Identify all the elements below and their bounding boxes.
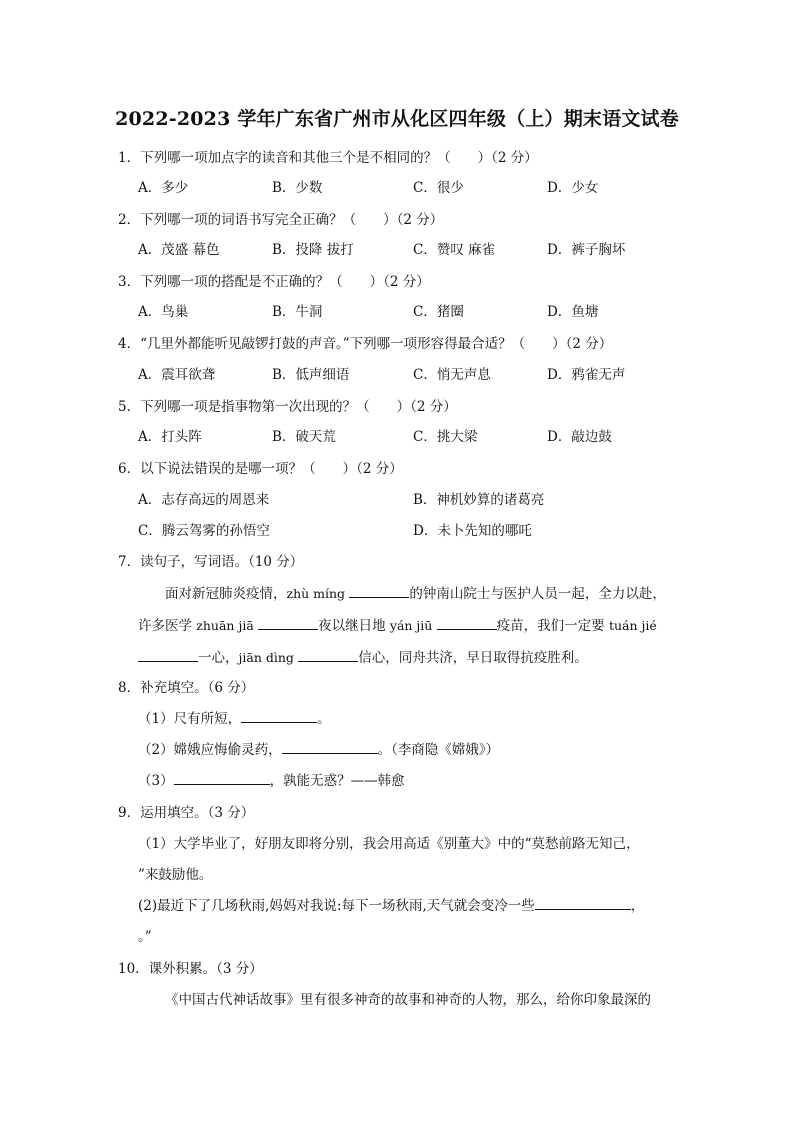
option-a: A．志存高远的周恩来 bbox=[138, 492, 270, 508]
question-8-item-3 bbox=[138, 769, 405, 789]
option-c: C．猪圈 bbox=[413, 304, 464, 320]
answer-blank[interactable] bbox=[437, 615, 497, 630]
question-5-options bbox=[138, 425, 678, 445]
question-8-item-2 bbox=[138, 738, 499, 758]
item-text: ， bbox=[630, 898, 645, 914]
answer-blank[interactable] bbox=[241, 708, 317, 723]
question-5-stem: 5．下列哪一项是指事物第一次出现的？（ ）（2 分） bbox=[118, 399, 457, 415]
question-1-stem: 1．下列哪一项加点字的读音和其他三个是不相同的？（ ）（2 分） bbox=[118, 150, 538, 166]
option-a: A．茂盛 幕色 bbox=[138, 242, 220, 258]
question-2-stem: 2．下列哪一项的词语书写完全正确？（ ）（2 分） bbox=[118, 212, 444, 228]
option-b: B．少数 bbox=[272, 180, 323, 196]
option-c: C．挑大梁 bbox=[413, 429, 478, 445]
question-7-stem: 7．读句子，写词语。（10 分） bbox=[118, 554, 304, 570]
question-8-item-1 bbox=[138, 707, 331, 727]
pinyin-prompt: jiān dìng bbox=[238, 650, 294, 665]
question-7-line-1 bbox=[165, 582, 666, 602]
item-text: ，孰能无惑？——韩愈 bbox=[269, 773, 405, 789]
item-text: （2）嫦娥应悔偷灵药， bbox=[138, 742, 282, 758]
question-3-options bbox=[138, 300, 678, 320]
option-b: B．破天荒 bbox=[272, 429, 336, 445]
sentence-text: 夜以继日地 bbox=[318, 618, 390, 634]
question-6-stem: 6．以下说法错误的是哪一项？（ ）（2 分） bbox=[118, 461, 403, 477]
pinyin-prompt: tuán jié bbox=[608, 618, 657, 633]
sentence-text: 面对新冠肺炎疫情， bbox=[165, 586, 287, 602]
option-a: A．多少 bbox=[138, 180, 189, 196]
item-text: （1）尺有所短， bbox=[138, 711, 242, 727]
question-9-stem: 9．运用填空。（3 分） bbox=[118, 805, 255, 821]
question-9-item-1-line-1: （1）大学毕业了，好朋友即将分别，我会用高适《别董大》中的“莫愁前路无知己， bbox=[138, 836, 640, 852]
item-text: (2)最近下了几场秋雨,妈妈对我说:每下一场秋雨,天气就会变冷一些 bbox=[138, 898, 535, 914]
question-10-line-1: 《中国古代神话故事》里有很多神奇的故事和神奇的人物，那么，给你印象最深的 bbox=[165, 992, 651, 1008]
option-c: C．赞叹 麻雀 bbox=[413, 242, 496, 258]
option-d: D．鱼塘 bbox=[547, 304, 599, 320]
item-text: 。 bbox=[317, 711, 331, 727]
option-d: D．未卜先知的哪吒 bbox=[413, 523, 532, 539]
answer-blank[interactable] bbox=[535, 895, 631, 910]
option-d: D．鸦雀无声 bbox=[547, 367, 626, 383]
option-b: B．牛洞 bbox=[272, 304, 323, 320]
question-10-stem: 10．课外积累。（3 分） bbox=[118, 961, 263, 977]
pinyin-prompt: yán jiū bbox=[389, 618, 433, 633]
question-9-item-1-line-2: ”来鼓励他。 bbox=[138, 867, 213, 883]
question-7-line-3 bbox=[138, 646, 588, 666]
answer-blank[interactable] bbox=[138, 647, 198, 662]
pinyin-prompt: zhù míng bbox=[286, 586, 346, 601]
sentence-text: 许多医学 bbox=[138, 618, 197, 634]
item-text: 。（李商隐《嫦娥》） bbox=[377, 742, 500, 758]
option-a: A．打头阵 bbox=[138, 429, 202, 445]
question-7-line-2 bbox=[138, 614, 657, 634]
sentence-text: 信心，同舟共济，早日取得抗疫胜利。 bbox=[358, 650, 588, 666]
question-9-item-2-line-1 bbox=[138, 894, 644, 914]
sentence-text: 疫苗，我们一定要 bbox=[496, 618, 609, 634]
question-9-item-2-line-2: 。” bbox=[138, 929, 152, 945]
pinyin-prompt: zhuān jiā bbox=[196, 618, 254, 633]
option-d: D．敲边鼓 bbox=[547, 429, 612, 445]
page-title: 2022-2023 学年广东省广州市从化区四年级（上）期末语文试卷 bbox=[115, 108, 679, 130]
sentence-text: 的钟南山院士与医护人员一起，全力以赴， bbox=[409, 586, 666, 602]
option-c: C．很少 bbox=[413, 180, 464, 196]
sentence-text: 一心， bbox=[198, 650, 239, 666]
option-d: D．少女 bbox=[547, 180, 599, 196]
option-c: C．悄无声息 bbox=[413, 367, 491, 383]
option-b: B．低声细语 bbox=[272, 367, 350, 383]
option-a: A．鸟巢 bbox=[138, 304, 189, 320]
answer-blank[interactable] bbox=[174, 770, 270, 785]
option-b: B．神机妙算的诸葛亮 bbox=[413, 492, 545, 508]
option-c: C．腾云驾雾的孙悟空 bbox=[138, 523, 270, 539]
question-4-options bbox=[138, 363, 678, 383]
item-text: （3） bbox=[138, 773, 174, 789]
question-2-options bbox=[138, 238, 678, 258]
option-b: B．投降 拔打 bbox=[272, 242, 354, 258]
answer-blank[interactable] bbox=[258, 615, 318, 630]
option-a: A．震耳欲聋 bbox=[138, 367, 216, 383]
option-d: D．裤子胸坏 bbox=[547, 242, 626, 258]
question-8-stem: 8．补充填空。（6 分） bbox=[118, 680, 255, 696]
question-6-options-row2 bbox=[138, 519, 678, 539]
question-3-stem: 3．下列哪一项的搭配是不正确的？（ ）（2 分） bbox=[118, 274, 430, 290]
answer-blank[interactable] bbox=[349, 583, 409, 598]
question-4-stem: 4．“几里外都能听见敲锣打鼓的声音。”下列哪一项形容得最合适？（ ）（2 分） bbox=[118, 336, 613, 352]
answer-blank[interactable] bbox=[298, 647, 358, 662]
question-6-options-row1 bbox=[138, 488, 678, 508]
answer-blank[interactable] bbox=[282, 739, 378, 754]
question-1-options bbox=[138, 176, 678, 196]
